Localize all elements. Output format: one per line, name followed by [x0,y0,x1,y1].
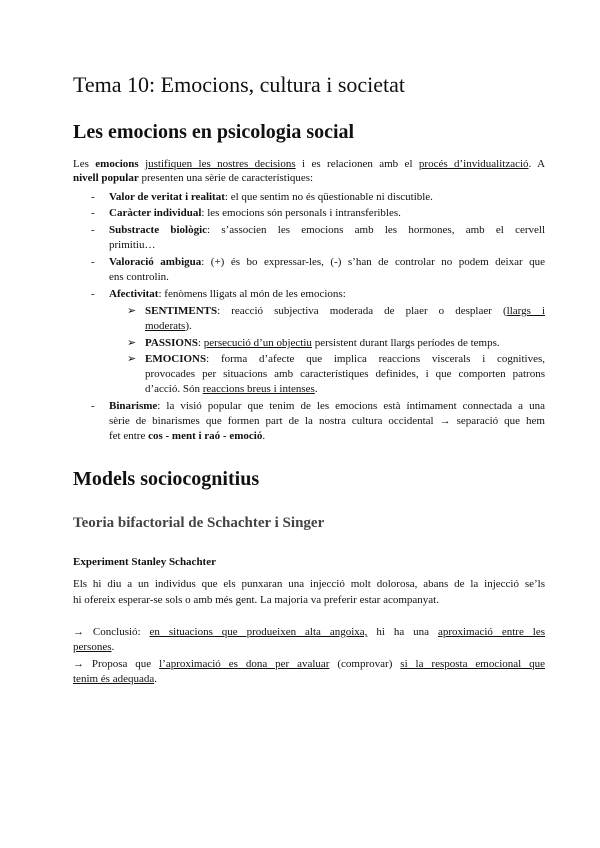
proposa-line-2 [73,672,545,687]
sub-emocions-line-2: provocades per situacions amb característiques definides, i que comporten patrons [145,368,545,380]
conclusion-line-2 [73,640,545,655]
sub-emocions-line-3 [145,382,545,397]
item-individual [109,206,545,221]
proposa-line-1 [73,657,545,672]
proposa-underline-2: si la resposta emocional que [400,658,546,670]
sub-passions [145,336,545,351]
sub-emocions-label: EMOCIONS [145,353,207,365]
sub-sentiments-underline: llargs i [506,305,546,317]
intro-underline-proces: procés d’invidualització [418,158,529,170]
sub-bullet-arrow: ➢ [127,337,137,349]
page-title: Tema 10: Emocions, cultura i societat [73,72,406,97]
item-individual-text: : les emocions són personals i intransferibles. [201,207,401,219]
item-biologic-label: Substracte biològic [109,224,208,236]
sub-sentiments-underline-2: moderats [145,320,186,332]
bullet-dash: - [91,400,95,412]
sub-sentiments-line-2 [145,319,545,334]
intro-line-1 [73,157,545,172]
sub-bullet-arrow: ➢ [127,305,137,317]
item-binarisme-line-3 [109,429,545,444]
sub-passions-text: persistent durant llargs períodes de temps. [311,337,500,349]
sub-passions-label: PASSIONS [145,337,198,349]
intro-text: Les [73,158,96,170]
item-veritat-text: : el que sentim no és qüestionable ni discutible. [224,191,433,203]
item-binarisme-label: Binarisme [109,400,158,412]
sub-sentiments-text: : reacció subjectiva moderada de plaer o desplaer ( [217,305,507,317]
sub-emocions-text-3: d’acció. Són [145,383,203,395]
sub-sentiments-line-1 [145,304,545,319]
intro-text-3: . A [528,158,546,170]
sub-sentiments-label: SENTIMENTS [145,305,218,317]
item-veritat-label: Valor de veritat i realitat [109,191,225,203]
proposa-underline-3: tenim és adequada [73,673,155,685]
conclusion-mid: hi ha una [367,626,438,638]
conclusion-underline-3: persones [73,641,112,653]
sub-passions-underline: persecució d’un objectiu [203,337,312,349]
experiment-line-2: hi ofereix esperar-se sols o amb més gent. La majoria va preferir estar acompanyat. [73,594,439,606]
sub-emocions-text: : forma d’afecte que implica reaccions viscerals i cognitives, [206,353,545,365]
sub-bullet-arrow: ➢ [127,353,137,365]
item-binarisme-line-2: sèrie de binarismes que formen part de la nostra cultura occidental → separació que hem [109,415,545,427]
item-afectivitat-text: : fenòmens lligats al món de les emocions: [158,288,346,300]
proposa-mid: (comprovar) [329,658,401,670]
intro-underline-decisions: justifiquen les nostres decisions [145,158,296,170]
item-binarisme-line-1 [109,399,545,414]
item-biologic-line-1 [109,223,545,238]
sub-sentiments-end: ). [185,320,192,332]
sub-emocions-line-1 [145,352,545,367]
bullet-dash: - [91,224,95,236]
intro-bold-emocions: emocions [95,158,139,170]
sub-emocions-end: . [314,383,318,395]
intro-bold-nivell-popular: nivell popular [73,172,139,184]
experiment-line-1: Els hi diu a un individus que els punxaran una injecció molt dolorosa, abans de la injecció se’ls [73,578,545,590]
bullet-dash: - [91,191,95,203]
intro-line-2 [73,171,545,186]
sub-emocions-underline: reaccions breus i intenses [202,383,315,395]
item-veritat [109,190,545,205]
item-individual-label: Caràcter individual [109,207,202,219]
proposa-end: . [154,673,157,685]
item-ambigua-line-2: ens controlin. [109,271,169,283]
sub-passions-sep: : [197,337,204,349]
item-biologic-line-2: primitiu… [109,239,156,251]
item-ambigua-line-1 [109,255,545,270]
conclusion-underline-2: aproximació entre les [437,626,545,638]
intro-text-2: i es relacionen amb el [295,158,419,170]
section-heading-models: Models sociocognitius [73,468,260,490]
conclusion-lead: → Conclusió: [73,626,150,638]
bullet-dash: - [91,288,95,300]
item-afectivitat-label: Afectivitat [109,288,159,300]
item-binarisme-text-3: fet entre [109,430,149,442]
item-ambigua-label: Valoració ambigua [109,256,202,268]
intro-text-4: presenten una sèrie de característiques: [138,172,314,184]
conclusion-end: . [111,641,115,653]
experiment-title: Experiment Stanley Schachter [73,556,216,568]
subsection-heading-schachter-singer: Teoria bifactorial de Schachter i Singer [73,515,325,531]
section-heading-psicologia-social: Les emocions en psicologia social [73,121,355,143]
bullet-dash: - [91,207,95,219]
item-binarisme-bold: cos - ment i raó - emoció [148,430,263,442]
item-afectivitat [109,287,545,302]
bullet-dash: - [91,256,95,268]
proposa-underline-1: l’aproximació es dona per avaluar [159,658,330,670]
conclusion-line-1 [73,625,545,640]
item-biologic-text: : s’associen les emocions amb les hormones, amb el cervell [207,224,545,236]
item-ambigua-text: : (+) és bo expressar-les, (-) s’han de controlar no podem deixar que [201,256,546,268]
item-binarisme-end: . [262,430,266,442]
item-binarisme-text: : la visió popular que tenim de les emocions està íntimament connectada a una [157,400,545,412]
conclusion-underline-1: en situacions que produeixen alta angoixa, [149,626,368,638]
proposa-lead: → Proposa que [73,658,160,670]
